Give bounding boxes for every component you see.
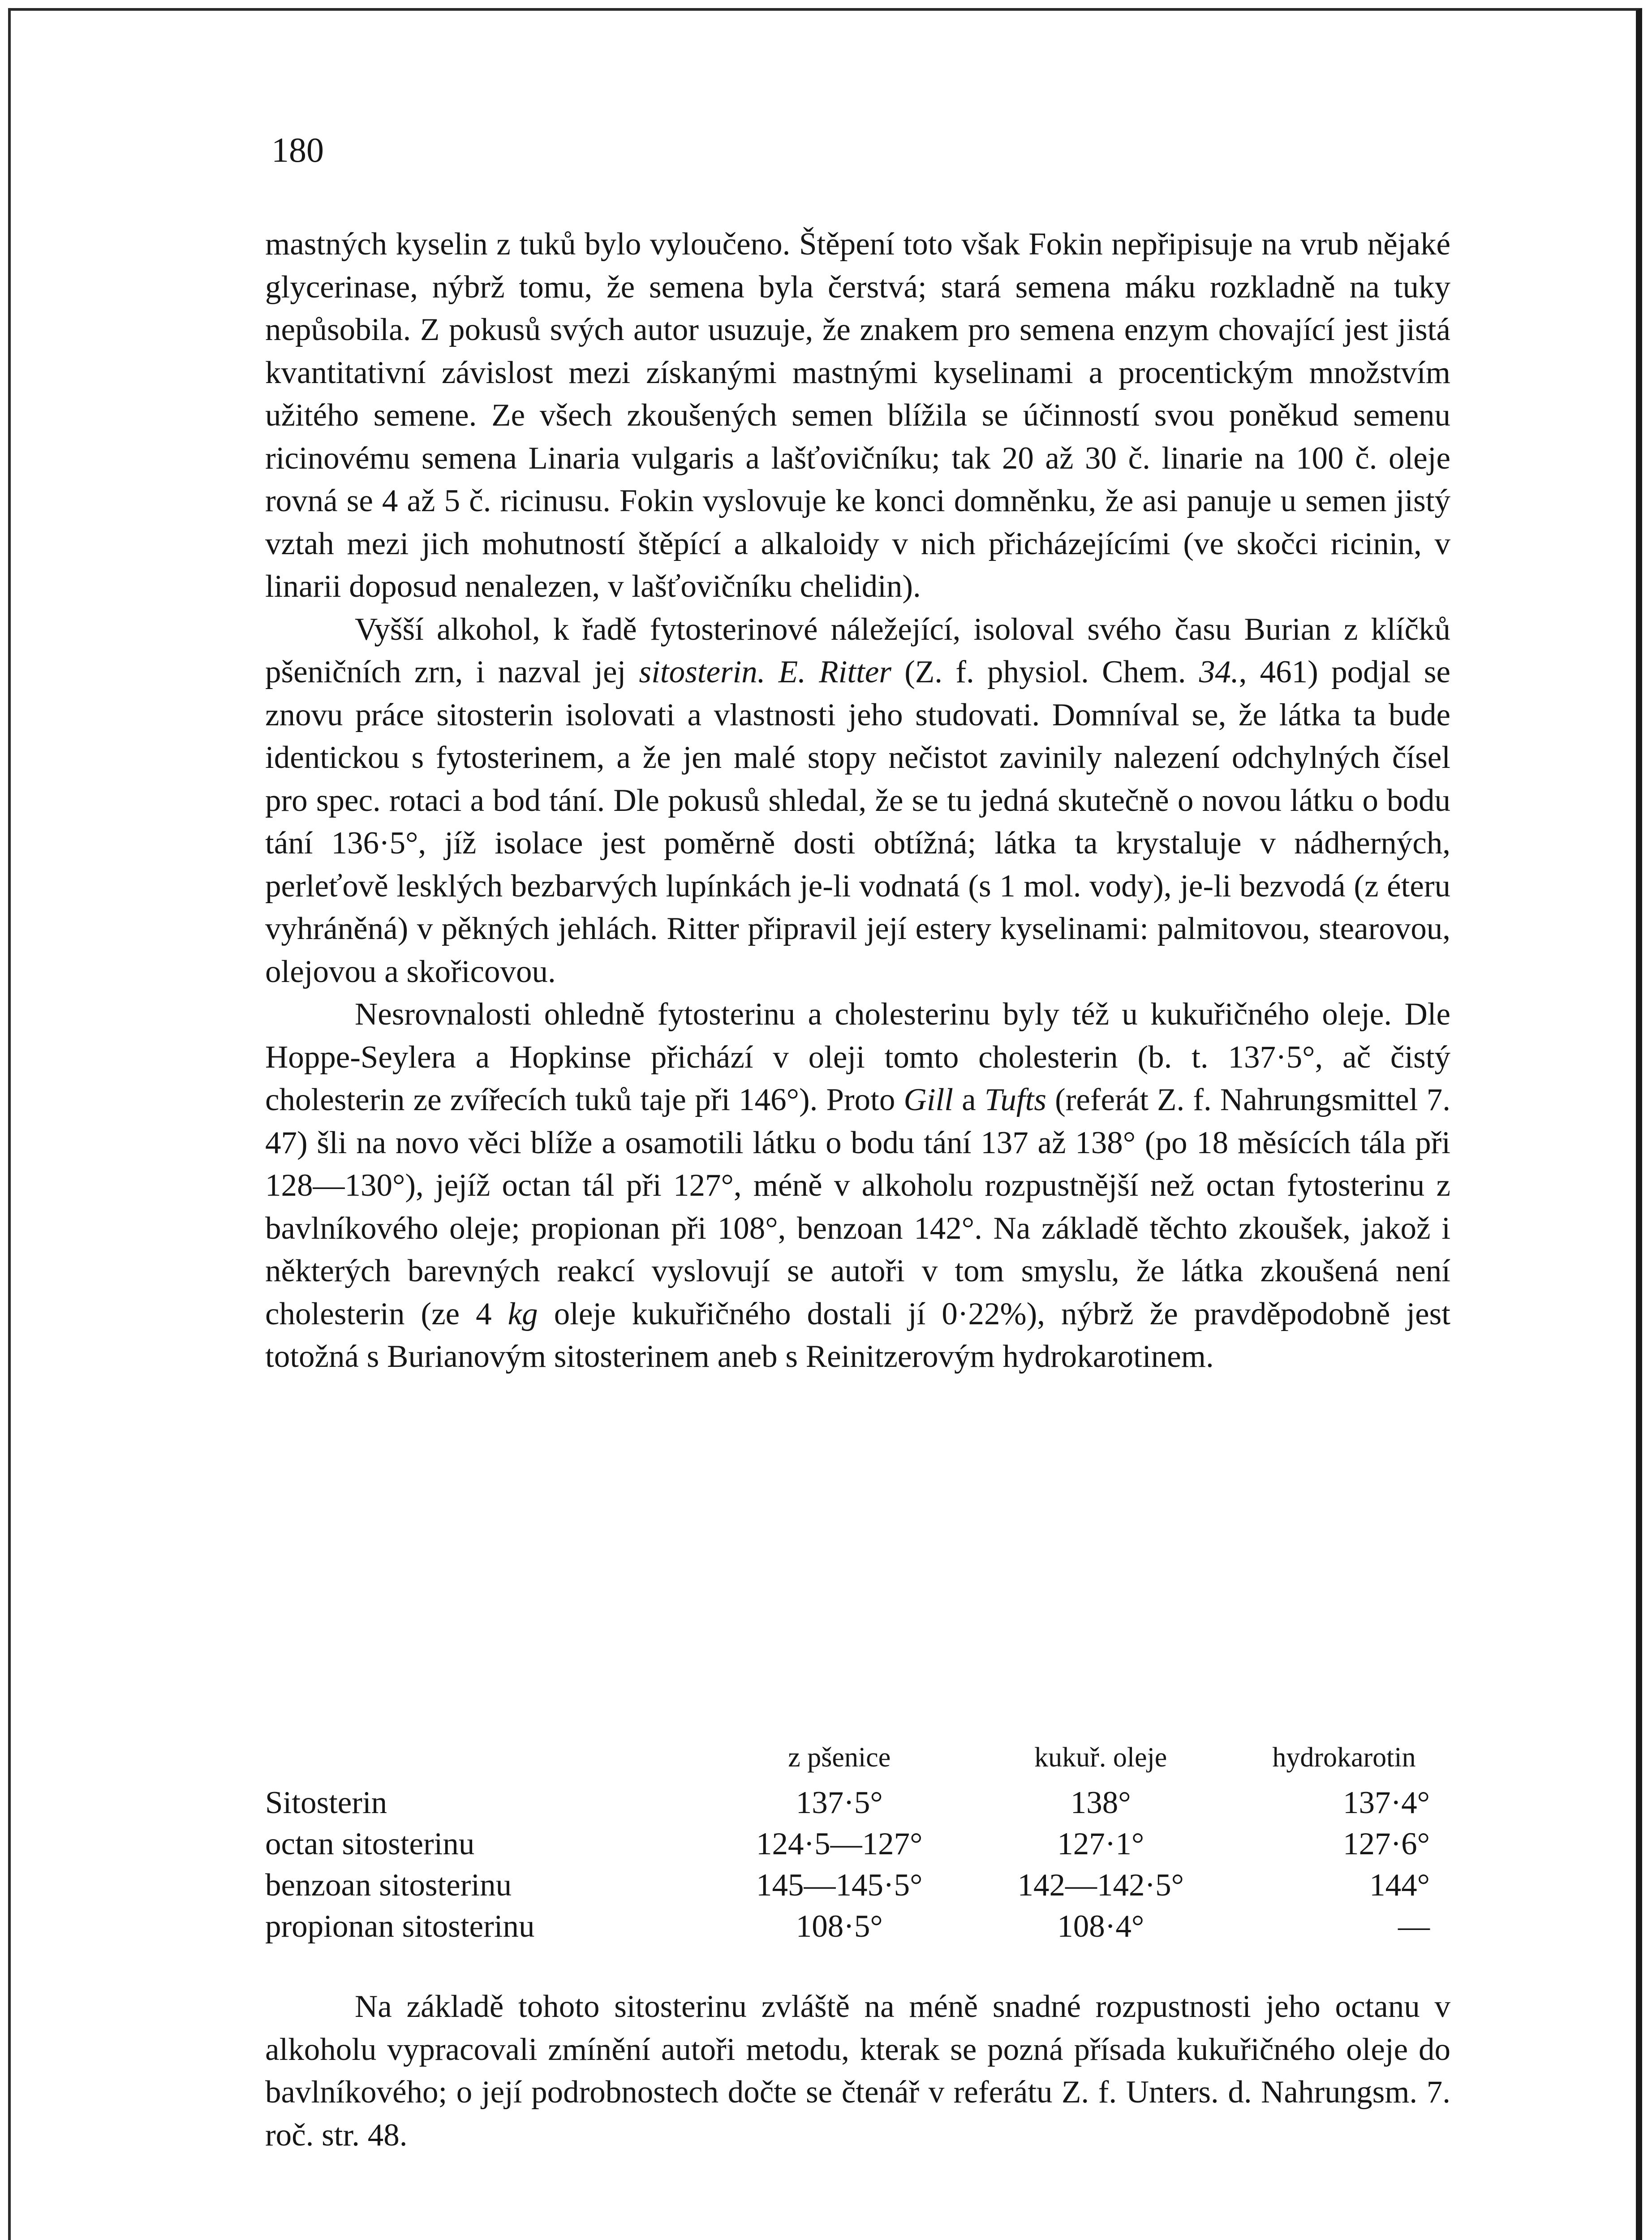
- text-run: , 461) podjal se znovu práce sitosterin isolovati a vlastnosti jeho studovati. Domníval se, že látka ta bude identickou s fytosterinem, a že jen malé stopy nečistot zavinily nalezení odchylných čísel pro spec. rotaci a bod tání. Dle pokusů shledal, že se tu jedná skutečně o novou látku o bodu tání 136·5°, jíž isolace jest poměrně dosti obtížná; látka ta krystaluje v nádherných, perleťově lesklých bezbarvých lupínkách je-li vodnatá (s 1 mol. vody), je-li bezvodá (z éteru vyhráněná) v pěkných jehlách. Ritter připravil její estery kyselinami: palmitovou, stearovou, olejovou a skořicovou.: [265, 655, 1450, 989]
- table-cell: 144°: [1369, 1867, 1430, 1903]
- italic-run: Tufts: [984, 1082, 1046, 1117]
- table-cell: 127·6°: [1342, 1826, 1430, 1861]
- table-cell: 108·5°: [796, 1908, 883, 1944]
- table-cell: 137·5°: [796, 1785, 883, 1820]
- text-run: Vyšší alkohol, k řadě fytosterinové náležející, isoloval svého času Burian z klíčků pšeničních zrn, i nazval jej: [265, 612, 1450, 689]
- text-run: (referát Z. f. Nahrungsmittel 7. 47) šli na novo věci blíže a osamotili látku o bodu tání 137 až 138° (po 18 měsících tála při 128—130°), jejíž octan tál při 127°, méně v alkoholu rozpustnější než octan fytosterinu z bavlníkového oleje; propionan při 108°, benzoan 142°. Na základě těchto zkoušek, jakož i některých barevných reakcí vyslovují se autoři v tom smyslu, že látka zkoušená není cholesterin (ze 4: [265, 1082, 1451, 1331]
- table-header-cell: z pšenice: [788, 1742, 891, 1773]
- italic-run: sitosterin. E. Ritter: [639, 655, 891, 689]
- table-header-cell: kukuř. oleje: [1034, 1742, 1167, 1773]
- text-run: Nesrovnalosti ohledně fytosterinu a cholesterinu byly též u kukuřičného oleje. Dle Hoppe-Seylera a Hopkinse přichází v oleji tomto cholesterin (b. t. 137·5°, ač čistý cholesterin ze zvířecích tuků taje při 146°). Proto: [265, 997, 1450, 1117]
- paragraph-closing: Na základě tohoto sitosterinu zvláště na méně snadné rozpustnosti jeho octanu v alkoholu vypracovali zmínění autoři metodu, kterak se pozná přísada kukuřičného oleje do bavlníkového; o její podrobnostech dočte se čtenář v referátu Z. f. Unters. d. Nahrungsm. 7. roč. str. 48.: [265, 1989, 1450, 2153]
- table-cell: 142—142·5°: [1017, 1867, 1184, 1903]
- table-header-cell: hydrokarotin: [1272, 1742, 1416, 1773]
- table-cell: 145—145·5°: [756, 1867, 923, 1903]
- table-row: [265, 1782, 1457, 1823]
- paragraph-sitosterin: [265, 608, 1450, 994]
- table-cell: 124·5—127°: [756, 1826, 923, 1861]
- table-cell: 138°: [1070, 1785, 1131, 1820]
- table-row: [265, 1823, 1457, 1865]
- italic-run: kg: [508, 1296, 538, 1331]
- italic-run: 34.: [1199, 655, 1239, 689]
- table-header-cell: [265, 1733, 709, 1782]
- table-row: [265, 1906, 1457, 1947]
- table-cell: 127·1°: [1057, 1826, 1144, 1861]
- closing-text: [265, 1986, 1450, 2157]
- text-run: oleje kukuřičného dostali jí 0·22%), nýbrž že pravděpodobně jest totožná s Burianovým sitosterinem aneb s Reinitzerovým hydrokarotinem.: [265, 1296, 1450, 1374]
- paragraph-nesrovnalosti: [265, 993, 1450, 1378]
- table-cell-label: octan sitosterinu: [265, 1826, 475, 1861]
- paragraph-fokin: mastných kyselin z tuků bylo vyloučeno. Štěpení toto však Fokin nepřipisuje na vrub nějaké glycerinase, nýbrž tomu, že semena byla čerstvá; stará semena máku rozkladně na tuky nepůsobila. Z pokusů svých autor usuzuje, že znakem pro semena enzym chovající jest jistá kvantitativní závislost mezi získanými mastnými kyselinami a procentickým množstvím užitého semene. Ze všech zkoušených semen blížila se účinností svou poněkud semenu ricinovému semena Linaria vulgaris a lašťovičníku; tak 20 až 30 č. linarie na 100 č. oleje rovná se 4 až 5 č. ricinusu. Fokin vyslovuje ke konci domněnku, že asi panuje u semen jistý vztah mezi jich mohutností štěpící a alkaloidy v nich přicházejícími (ve skočci ricinin, v linarii doposud nenalezen, v lašťovičníku chelidin).: [265, 227, 1450, 604]
- table-header-row: [265, 1733, 1457, 1782]
- table-cell: —: [1398, 1908, 1430, 1944]
- table-row: [265, 1865, 1457, 1906]
- melting-point-table: [265, 1733, 1457, 1947]
- table-cell-label: propionan sitosterinu: [265, 1908, 535, 1944]
- table-cell: 137·4°: [1342, 1785, 1430, 1820]
- table-cell-label: benzoan sitosterinu: [265, 1867, 512, 1903]
- text-run: (Z. f. physiol. Chem.: [891, 655, 1199, 689]
- text-run: a: [953, 1082, 985, 1117]
- body-text: [265, 223, 1450, 1378]
- page-number: 180: [271, 130, 324, 169]
- italic-run: Gill: [903, 1082, 953, 1117]
- table-cell: 108·4°: [1057, 1908, 1144, 1944]
- table-cell-label: Sitosterin: [265, 1785, 387, 1820]
